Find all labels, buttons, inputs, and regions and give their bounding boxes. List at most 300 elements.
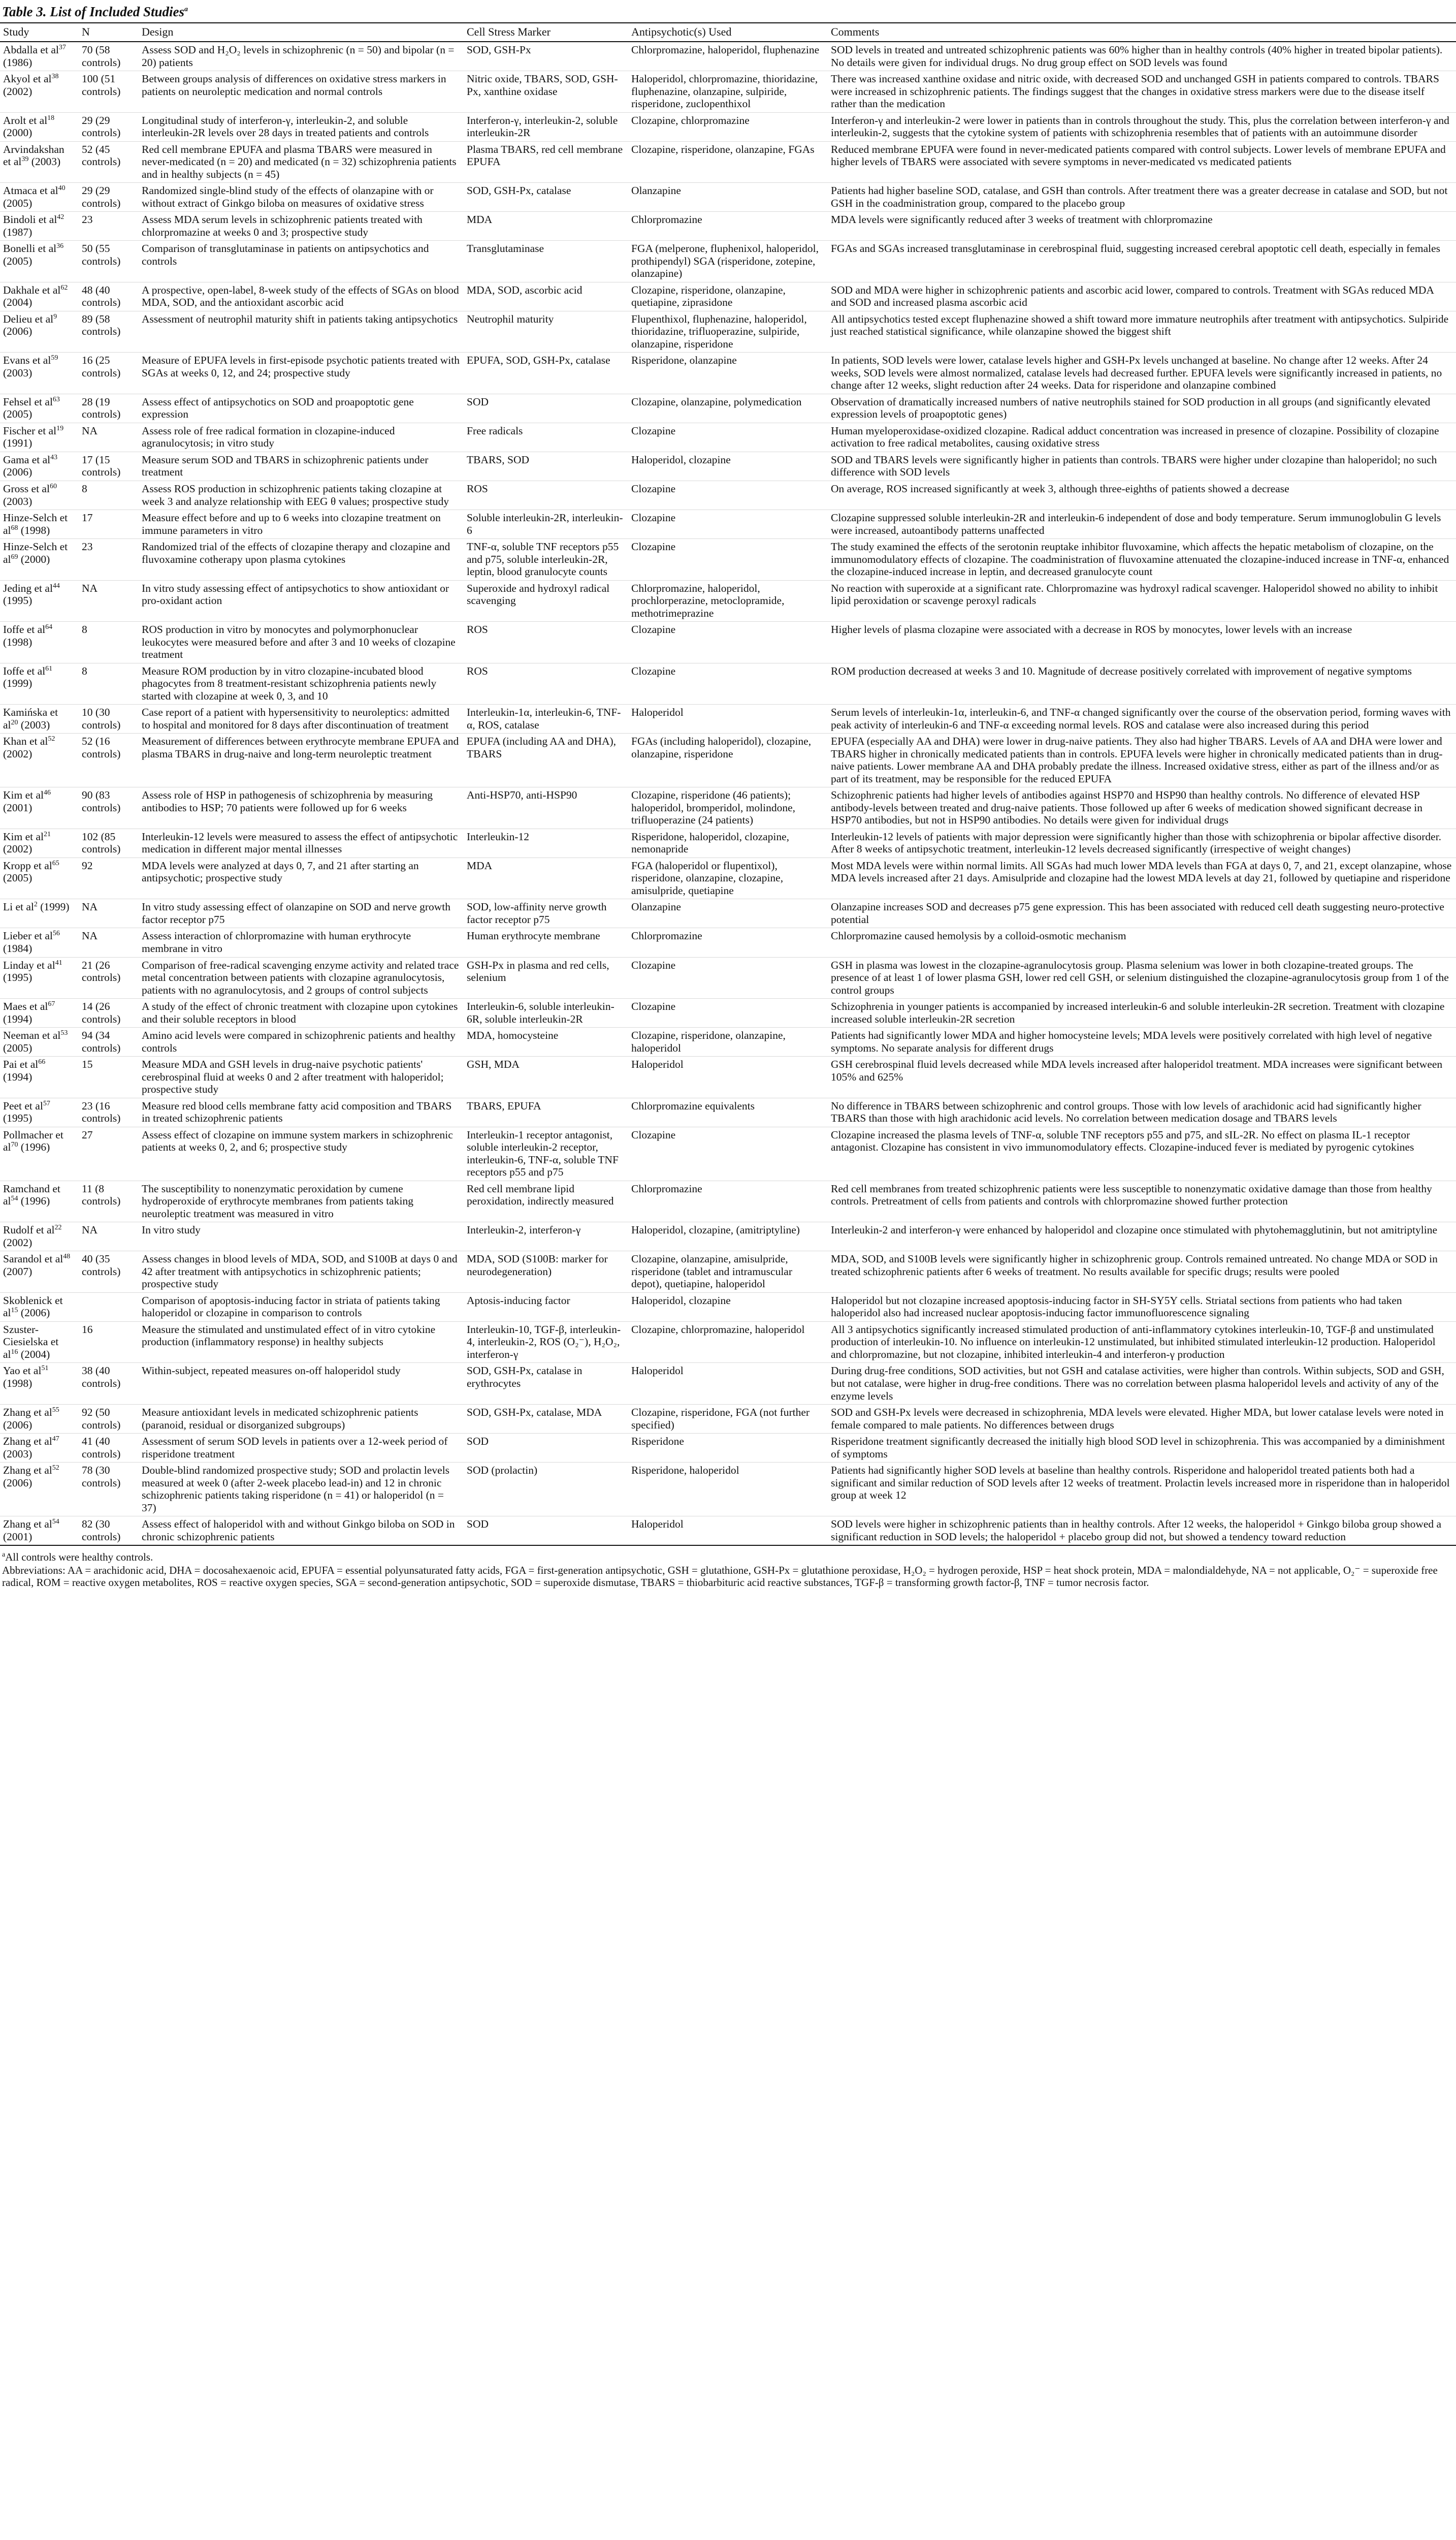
table-row: [0, 899, 1456, 928]
study-author: Li et al: [3, 901, 34, 913]
cell-study: [0, 1057, 79, 1098]
cell-cell-stress-marker: Transglutaminase: [464, 241, 628, 282]
cell-study: [0, 510, 79, 539]
cell-comments: Patients had significantly higher SOD levels at baseline than healthy controls. Risperidone and haloperidol treated patients both had a significant and similar reduction of SOD levels after 12 weeks of treatment. Prolactin levels increased more in risperidone than in haloperidol group at week 12: [828, 1463, 1456, 1516]
cell-study: [0, 311, 79, 353]
cell-study: [0, 353, 79, 394]
study-reference: 51: [41, 1364, 49, 1373]
cell-antipsychotics-used: Haloperidol: [628, 1363, 828, 1405]
cell-design: Interleukin-12 levels were measured to assess the effect of antipsychotic medication in different major mental illnesses: [139, 829, 464, 858]
table-row: [0, 705, 1456, 734]
table-row: [0, 423, 1456, 452]
cell-n: 27: [79, 1127, 139, 1181]
cell-study: [0, 1405, 79, 1434]
cell-design: Assess ROS production in schizophrenic patients taking clozapine at week 3 and analyze relationship with EEG θ values; prospective study: [139, 481, 464, 510]
cell-design: Measurement of differences between erythrocyte membrane EPUFA and plasma TBARS in drug-naive and long-term neuroleptic treatment: [139, 734, 464, 787]
cell-n: NA: [79, 928, 139, 957]
cell-design: Case report of a patient with hypersensitivity to neuroleptics: admitted to hospital and monitored for 8 days after discontinuation of treatment: [139, 705, 464, 734]
study-reference: 44: [52, 582, 60, 590]
study-author: Skoblenick et al: [3, 1294, 63, 1319]
cell-cell-stress-marker: TBARS, SOD: [464, 452, 628, 481]
footnote-a: [2, 1551, 1449, 1563]
cell-cell-stress-marker: SOD (prolactin): [464, 1463, 628, 1516]
cell-study: [0, 1434, 79, 1463]
study-year: (2006): [20, 1307, 50, 1319]
cell-comments: SOD and MDA were higher in schizophrenic patients and ascorbic acid lower, compared to controls. Treatment with SGAs reduced MDA and SOD and increased plasma ascorbic acid: [828, 282, 1456, 311]
study-year: (1996): [20, 1195, 50, 1208]
cell-study: [0, 580, 79, 622]
table-footnotes: [2, 1551, 1449, 1590]
study-author: Bindoli et al: [3, 213, 57, 226]
cell-design: A prospective, open-label, 8-week study of the effects of SGAs on blood MDA, SOD, and the antioxidant ascorbic acid: [139, 282, 464, 311]
cell-antipsychotics-used: Clozapine, risperidone, olanzapine, FGAs: [628, 141, 828, 183]
study-year: (1995): [3, 971, 33, 984]
cell-study: [0, 1127, 79, 1181]
study-author: Khan et al: [3, 735, 48, 748]
cell-cell-stress-marker: Interleukin-10, TGF-β, interleukin-4, interleukin-2, ROS (O₂⁻), H₂O₂, interferon-γ: [464, 1321, 628, 1363]
cell-n: [79, 1292, 139, 1321]
study-author: Kropp et al: [3, 859, 52, 872]
study-author: Yao et al: [3, 1364, 42, 1377]
footnote-a-mark: a: [2, 1551, 6, 1559]
cell-comments: Risperidone treatment significantly decreased the initially high blood SOD level in schizophrenia. This was accompanied by a diminishment of symptoms: [828, 1434, 1456, 1463]
cell-study: [0, 241, 79, 282]
cell-comments: GSH cerebrospinal fluid levels decreased while MDA levels increased after haloperidol treatment. MDA increases were significant between 105% and 625%: [828, 1057, 1456, 1098]
cell-study: [0, 734, 79, 787]
study-year: (1998): [3, 636, 33, 648]
cell-cell-stress-marker: SOD, low-affinity nerve growth factor receptor p75: [464, 899, 628, 928]
cell-cell-stress-marker: Plasma TBARS, red cell membrane EPUFA: [464, 141, 628, 183]
cell-antipsychotics-used: Risperidone, olanzapine: [628, 353, 828, 394]
cell-study: [0, 1321, 79, 1363]
study-reference: 54: [52, 1517, 59, 1526]
study-reference: 64: [45, 623, 53, 631]
cell-cell-stress-marker: MDA, SOD (S100B: marker for neurodegeneration): [464, 1251, 628, 1293]
cell-study: [0, 212, 79, 241]
study-author: Kim et al: [3, 830, 44, 843]
cell-design: Measure effect before and up to 6 weeks into clozapine treatment on immune parameters in vitro: [139, 510, 464, 539]
table-row: [0, 1127, 1456, 1181]
cell-design: Measure of EPUFA levels in first-episode psychotic patients treated with SGAs at weeks 0, 12, and 24; prospective study: [139, 353, 464, 394]
cell-comments: Olanzapine increases SOD and decreases p75 gene expression. This has been associated with reduced cell death suggesting neuro-protective potential: [828, 899, 1456, 928]
cell-cell-stress-marker: Soluble interleukin-2R, interleukin-6: [464, 510, 628, 539]
study-year: (2007): [3, 1265, 33, 1278]
study-reference: 52: [52, 1464, 59, 1472]
cell-antipsychotics-used: Olanzapine: [628, 899, 828, 928]
cell-antipsychotics-used: Haloperidol, clozapine: [628, 1292, 828, 1321]
cell-antipsychotics-used: Clozapine: [628, 539, 828, 581]
study-reference: 21: [44, 830, 51, 838]
footnote-abbreviations: Abbreviations: AA = arachidonic acid, DHA = docosahexaenoic acid, EPUFA = essential polyunsaturated fatty acids, FGA = first-generation antipsychotic, GSH = glutathione, GSH-Px = glutathione peroxidase, H₂O₂ = hydrogen peroxide, HSP = heat shock protein, MDA = malondialdehyde, NA = not applicable, O₂⁻ = superoxide free radical, ROM = reactive oxygen metabolites, ROS = reactive oxygen species, SGA = second-generation antipsychotic, SOD = superoxide dismutase, TBARS = thiobarbituric acid reactive substances, TGF-β = transforming growth factor-β, TNF = tumor necrosis factor.: [2, 1564, 1438, 1589]
cell-n: 90 (83 controls): [79, 787, 139, 829]
cell-antipsychotics-used: Risperidone, haloperidol, clozapine, nemonapride: [628, 829, 828, 858]
study-year: (2006): [3, 1476, 33, 1489]
cell-comments: Human myeloperoxidase-oxidized clozapine. Radical adduct concentration was increased in presence of clozapine. Possibility of clozapine activation to free radical metabolites, causing oxidative stress: [828, 423, 1456, 452]
cell-comments: FGAs and SGAs increased transglutaminase in cerebrospinal fluid, suggesting increased cerebral apoptotic cell death, especially in females: [828, 241, 1456, 282]
study-reference: 57: [43, 1099, 50, 1107]
cell-comments: In patients, SOD levels were lower, catalase levels higher and GSH-Px levels unchanged at baseline. No change after 12 weeks. After 24 weeks, SOD levels were almost normalized, catalase levels had decreased further. EPUFA levels were significantly increased in patients, no change after 12 weeks, slight reduction after 24 weeks. Data for risperidone and olanzapine combined: [828, 353, 1456, 394]
table-row: [0, 1292, 1456, 1321]
cell-cell-stress-marker: ROS: [464, 663, 628, 705]
table-row: [0, 1251, 1456, 1293]
study-year: (1998): [20, 524, 50, 536]
cell-cell-stress-marker: Interleukin-1 receptor antagonist, soluble interleukin-2 receptor, interleukin-6, TNF-α, soluble TNF receptors p55 and p75: [464, 1127, 628, 1181]
study-reference: 70: [11, 1141, 18, 1149]
cell-cell-stress-marker: EPUFA (including AA and DHA), TBARS: [464, 734, 628, 787]
cell-comments: GSH in plasma was lowest in the clozapine-agranulocytosis group. Plasma selenium was lower in both clozapine-treated groups. The presence of at least 1 of lower plasma GSH, lower red cell GSH, or selenium distinguished the clozapine-agranulocytosis group from 1 of the control groups: [828, 957, 1456, 999]
study-reference: 47: [52, 1435, 59, 1443]
table-row: [0, 1321, 1456, 1363]
table-row: [0, 183, 1456, 212]
cell-cell-stress-marker: TBARS, EPUFA: [464, 1098, 628, 1127]
cell-comments: ROM production decreased at weeks 3 and 10. Magnitude of decrease positively correlated with improvement of negative symptoms: [828, 663, 1456, 705]
cell-n: 100 (51 controls): [79, 71, 139, 113]
study-reference: 20: [11, 718, 18, 726]
cell-cell-stress-marker: EPUFA, SOD, GSH-Px, catalase: [464, 353, 628, 394]
study-reference: 42: [57, 213, 64, 221]
cell-n: 11 (8 controls): [79, 1181, 139, 1222]
table-row: [0, 580, 1456, 622]
study-author: Kim et al: [3, 789, 44, 802]
table-row: [0, 858, 1456, 899]
cell-study: [0, 705, 79, 734]
study-reference: 2: [34, 901, 38, 909]
cell-antipsychotics-used: Clozapine, olanzapine, amisulpride, risperidone (tablet and intramuscular depot), quetiapine, haloperidol: [628, 1251, 828, 1293]
cell-design: Measure red blood cells membrane fatty acid composition and TBARS in treated schizophrenic patients: [139, 1098, 464, 1127]
cell-design: In vitro study: [139, 1222, 464, 1251]
cell-antipsychotics-used: Clozapine: [628, 1127, 828, 1181]
cell-cell-stress-marker: Neutrophil maturity: [464, 311, 628, 353]
footnote-a-text: All controls were healthy controls.: [5, 1551, 153, 1563]
study-author: Hinze-Selch et al: [3, 512, 68, 536]
cell-study: [0, 622, 79, 663]
cell-study: [0, 1516, 79, 1546]
cell-comments: The study examined the effects of the serotonin reuptake inhibitor fluvoxamine, which affects the hepatic metabolism of clozapine, on the immunomodulatory effects of clozapine. The coadministration of fluvoxamine attenuated the clozapine-induced increase in TNF-α, enhanced the clozapine-induced increase in leptin, and decreased granulocyte count: [828, 539, 1456, 581]
cell-n: 40 (35 controls): [79, 1251, 139, 1293]
study-reference: 54: [11, 1195, 18, 1203]
study-reference: 62: [60, 283, 68, 292]
cell-design: Assessment of serum SOD levels in patients over a 12-week period of risperidone treatment: [139, 1434, 464, 1463]
cell-comments: Interleukin-2 and interferon-γ were enhanced by haloperidol and clozapine once stimulated with phytohemagglutinin, but not amitriptyline: [828, 1222, 1456, 1251]
study-author: Kamińska et al: [3, 706, 58, 731]
cell-comments: Chlorpromazine caused hemolysis by a colloid-osmotic mechanism: [828, 928, 1456, 957]
cell-cell-stress-marker: GSH-Px in plasma and red cells, selenium: [464, 957, 628, 999]
study-reference: 41: [55, 959, 62, 967]
cell-cell-stress-marker: Nitric oxide, TBARS, SOD, GSH-Px, xanthine oxidase: [464, 71, 628, 113]
study-reference: 56: [52, 930, 60, 938]
table-row: [0, 353, 1456, 394]
table-title-footnote-mark: a: [184, 6, 188, 13]
cell-antipsychotics-used: FGAs (including haloperidol), clozapine, olanzapine, risperidone: [628, 734, 828, 787]
table-row: [0, 42, 1456, 71]
cell-n: 28 (19 controls): [79, 394, 139, 423]
study-year: (2003): [3, 1447, 33, 1460]
cell-antipsychotics-used: Clozapine, chlorpromazine, haloperidol: [628, 1321, 828, 1363]
table-row: [0, 539, 1456, 581]
cell-cell-stress-marker: Interleukin-12: [464, 829, 628, 858]
cell-antipsychotics-used: Clozapine: [628, 622, 828, 663]
table-row: [0, 311, 1456, 353]
cell-n: 41 (40 controls): [79, 1434, 139, 1463]
study-author: Gross et al: [3, 482, 50, 495]
study-author: Akyol et al: [3, 73, 52, 85]
cell-comments: MDA, SOD, and S100B levels were significantly higher in schizophrenic group. Controls remained untreated. No change MDA or SOD in treated schizophrenic patients after 6 weeks of treatment. No results available for specific drugs; results were pooled: [828, 1251, 1456, 1293]
cell-cell-stress-marker: Free radicals: [464, 423, 628, 452]
cell-n: 16: [79, 1321, 139, 1363]
study-year: (1996): [20, 1141, 50, 1154]
study-reference: 18: [47, 114, 55, 122]
cell-comments: SOD levels in treated and untreated schizophrenic patients was 60% higher than in healthy controls (40% higher in treated bipolar patients). No details were given for individual drugs. No drug group effect on SOD levels was found: [828, 42, 1456, 71]
cell-comments: All antipsychotics tested except fluphenazine showed a shift toward more immature neutrophils after treatment with antipsychotics. Sulpiride just reached statistical significance, while olanzapine showed the biggest shift: [828, 311, 1456, 353]
table-row: [0, 928, 1456, 957]
study-year: (1991): [3, 437, 33, 450]
cell-antipsychotics-used: Chlorpromazine equivalents: [628, 1098, 828, 1127]
cell-study: [0, 829, 79, 858]
cell-study: [0, 452, 79, 481]
cell-cell-stress-marker: GSH, MDA: [464, 1057, 628, 1098]
cell-comments: Patients had higher baseline SOD, catalase, and GSH than controls. After treatment there was a greater decrease in catalase and SOD, but not GSH in the coadministration group, compared to the placebo group: [828, 183, 1456, 212]
cell-cell-stress-marker: SOD, GSH-Px, catalase, MDA: [464, 1405, 628, 1434]
table-row: [0, 1057, 1456, 1098]
cell-design: Red cell membrane EPUFA and plasma TBARS were measured in never-medicated (n = 20) and medicated (n = 32) schizophrenia patients and in healthy subjects (n = 45): [139, 141, 464, 183]
cell-n: 48 (40 controls): [79, 282, 139, 311]
studies-table: [0, 22, 1456, 1546]
cell-antipsychotics-used: Chlorpromazine: [628, 212, 828, 241]
col-header-comments: Comments: [831, 25, 880, 38]
cell-comments: No reaction with superoxide at a significant rate. Chlorpromazine was hydroxyl radical scavenger. Haloperidol showed no ability to inhibit lipid peroxidation or scavenge peroxyl radicals: [828, 580, 1456, 622]
study-year: (2006): [3, 466, 33, 479]
study-author: Linday et al: [3, 959, 55, 971]
cell-n: 8: [79, 663, 139, 705]
study-year: (2004): [3, 296, 33, 309]
cell-cell-stress-marker: SOD, GSH-Px, catalase in erythrocytes: [464, 1363, 628, 1405]
study-reference: 15: [11, 1307, 18, 1315]
cell-cell-stress-marker: SOD, GSH-Px, catalase: [464, 183, 628, 212]
cell-n: NA: [79, 899, 139, 928]
cell-n: 21 (26 controls): [79, 957, 139, 999]
study-year: (2002): [3, 1236, 33, 1249]
cell-n: 52 (16 controls): [79, 734, 139, 787]
study-reference: 38: [51, 72, 59, 80]
study-reference: 63: [52, 395, 60, 403]
study-author: Arvindakshan et al: [3, 143, 64, 168]
cell-design: Measure serum SOD and TBARS in schizophrenic patients under treatment: [139, 452, 464, 481]
table-row: [0, 734, 1456, 787]
study-reference: 48: [63, 1253, 71, 1261]
study-author: Hinze-Selch et al: [3, 541, 68, 565]
study-reference: 65: [52, 859, 59, 867]
cell-comments: Observation of dramatically increased numbers of native neutrophils stained for SOD production in all groups (and significantly elevated expression levels of proapoptotic genes): [828, 394, 1456, 423]
study-author: Atmaca et al: [3, 184, 58, 197]
table-row: [0, 241, 1456, 282]
cell-n: 92: [79, 858, 139, 899]
study-reference: 52: [48, 735, 55, 743]
cell-design: Measure MDA and GSH levels in drug-naive psychotic patients' cerebrospinal fluid at weeks 0 and 2 after treatment with haloperidol; prospective study: [139, 1057, 464, 1098]
cell-antipsychotics-used: Clozapine, risperidone (46 patients); haloperidol, bromperidol, molindone, trifluoperazine (24 patients): [628, 787, 828, 829]
table-title: [2, 4, 188, 20]
study-year: (1995): [3, 594, 33, 607]
cell-study: [0, 423, 79, 452]
cell-design: Measure ROM production by in vitro clozapine-incubated blood phagocytes from 8 treatment-resistant schizophrenia patients newly started with clozapine at week 0, 3, and 10: [139, 663, 464, 705]
study-reference: 68: [11, 524, 18, 532]
cell-n: 89 (58 controls): [79, 311, 139, 353]
cell-antipsychotics-used: Olanzapine: [628, 183, 828, 212]
study-year: (1998): [3, 1377, 33, 1389]
study-year: (2005): [3, 255, 33, 267]
study-author: Abdalla et al: [3, 44, 59, 56]
study-year: (2005): [3, 197, 33, 209]
cell-cell-stress-marker: Superoxide and hydroxyl radical scavenging: [464, 580, 628, 622]
table-row: [0, 1405, 1456, 1434]
study-year: (2005): [3, 1041, 33, 1054]
table-row: [0, 663, 1456, 705]
cell-antipsychotics-used: Clozapine: [628, 423, 828, 452]
study-author: Ramchand et al: [3, 1182, 60, 1208]
cell-antipsychotics-used: Clozapine: [628, 663, 828, 705]
cell-cell-stress-marker: Interleukin-1α, interleukin-6, TNF-α, ROS, catalase: [464, 705, 628, 734]
cell-design: Assess MDA serum levels in schizophrenic patients treated with chlorpromazine at weeks 0 and 3; prospective study: [139, 212, 464, 241]
cell-antipsychotics-used: Chlorpromazine, haloperidol, fluphenazine: [628, 42, 828, 71]
cell-n: 8: [79, 481, 139, 510]
study-reference: 40: [58, 184, 66, 192]
study-year: (2006): [3, 1418, 33, 1431]
cell-antipsychotics-used: Haloperidol, clozapine: [628, 452, 828, 481]
cell-n: 29 (29 controls): [79, 183, 139, 212]
table-row: [0, 1434, 1456, 1463]
table-row: [0, 141, 1456, 183]
table-row: [0, 452, 1456, 481]
cell-design: Assess effect of haloperidol with and without Ginkgo biloba on SOD in chronic schizophrenic patients: [139, 1516, 464, 1546]
table-body: [0, 42, 1456, 1545]
study-reference: 60: [49, 482, 57, 490]
study-year: (1994): [3, 1070, 33, 1083]
cell-study: [0, 1181, 79, 1222]
study-author: Arolt et al: [3, 114, 48, 126]
cell-design: Randomized trial of the effects of clozapine therapy and clozapine and fluvoxamine cotherapy upon plasma cytokines: [139, 539, 464, 581]
cell-antipsychotics-used: FGA (melperone, fluphenixol, haloperidol, prothipendyl) SGA (risperidone, zotepine, olanzapine): [628, 241, 828, 282]
cell-n: 17 (15 controls): [79, 452, 139, 481]
table-row: [0, 1028, 1456, 1057]
table-row: [0, 622, 1456, 663]
cell-n: 8: [79, 622, 139, 663]
study-reference: 19: [56, 424, 64, 432]
cell-antipsychotics-used: Clozapine: [628, 957, 828, 999]
cell-antipsychotics-used: Risperidone: [628, 1434, 828, 1463]
study-author: Ioffe et al: [3, 623, 46, 636]
cell-cell-stress-marker: TNF-α, soluble TNF receptors p55 and p75, soluble interleukin-2R, leptin, blood granulocyte counts: [464, 539, 628, 581]
study-author: Zhang et al: [3, 1518, 52, 1531]
cell-cell-stress-marker: SOD: [464, 1434, 628, 1463]
cell-cell-stress-marker: Aptosis-inducing factor: [464, 1292, 628, 1321]
study-author: Pollmacher et al: [3, 1128, 63, 1154]
cell-cell-stress-marker: Human erythrocyte membrane: [464, 928, 628, 957]
cell-cell-stress-marker: MDA, homocysteine: [464, 1028, 628, 1057]
cell-design: The susceptibility to nonenzymatic peroxidation by cumene hydroperoxide of erythrocyte membranes from patients taking neuroleptic treatment was measured in vitro: [139, 1181, 464, 1222]
cell-cell-stress-marker: MDA, SOD, ascorbic acid: [464, 282, 628, 311]
cell-cell-stress-marker: Interferon-γ, interleukin-2, soluble interleukin-2R: [464, 112, 628, 141]
study-reference: 37: [58, 43, 66, 51]
cell-comments: Clozapine increased the plasma levels of TNF-α, soluble TNF receptors p55 and p75, and sIL-2R. No effect on plasma IL-1 receptor antagonist. Clozapine has consistent in vivo immunomodulatory effects. Clozapine-induced fever is mediated by pyrogenic cytokines: [828, 1127, 1456, 1181]
cell-antipsychotics-used: Clozapine, chlorpromazine: [628, 112, 828, 141]
cell-n: 10 (30 controls): [79, 705, 139, 734]
study-year: (1995): [3, 1112, 33, 1125]
table-row: [0, 999, 1456, 1028]
cell-n: 82 (30 controls): [79, 1516, 139, 1546]
cell-comments: Haloperidol but not clozapine increased apoptosis-inducing factor in SH-SY5Y cells. Striatal sections from patients who had taken haloperidol also had increased nuclear apoptosis-inducing factor immunofluorescence signaling: [828, 1292, 1456, 1321]
cell-design: Measure antioxidant levels in medicated schizophrenic patients (paranoid, residual or disorganized subgroups): [139, 1405, 464, 1434]
cell-antipsychotics-used: Chlorpromazine, haloperidol, prochlorperazine, metoclopramide, methotrimeprazine: [628, 580, 828, 622]
study-year: (2002): [3, 85, 33, 98]
cell-comments: Interleukin-12 levels of patients with major depression were significantly higher than those with schizophrenia or bipolar affective disorder. After 8 weeks of antipsychotic treatment, interleukin-12 levels decreased significantly (irrespective of weight changes): [828, 829, 1456, 858]
table-row: [0, 1516, 1456, 1546]
study-reference: 67: [48, 1000, 55, 1008]
cell-design: MDA levels were analyzed at days 0, 7, and 21 after starting an antipsychotic; prospective study: [139, 858, 464, 899]
cell-study: [0, 539, 79, 581]
cell-n: 94 (34 controls): [79, 1028, 139, 1057]
cell-comments: EPUFA (especially AA and DHA) were lower in drug-naive patients. They also had higher TBARS. Levels of AA and DHA were lower and TBARS higher in chronically medicated patients than in controls. EPUFA levels were higher in chronically medicated patients than in drug-naive patients. Lower membrane AA and DHA probably predate the illness. Increased oxidative stress, either as part of the illness and/or as part of its treatment, may be responsible for the reduced EPUFA: [828, 734, 1456, 787]
col-header-antipsychotics-used: Antipsychotic(s) Used: [631, 25, 732, 38]
study-reference: 66: [38, 1058, 46, 1066]
study-year: (2005): [3, 408, 33, 421]
study-author: Peet et al: [3, 1099, 43, 1112]
table-row: [0, 787, 1456, 829]
cell-design: Assess effect of clozapine on immune system markers in schizophrenic patients at weeks 0, 2, and 6; prospective study: [139, 1127, 464, 1181]
cell-comments: Patients had significantly lower MDA and higher homocysteine levels; MDA levels were positively correlated with high level of negative symptoms. No separate analysis for different drugs: [828, 1028, 1456, 1057]
cell-comments: Reduced membrane EPUFA were found in never-medicated patients compared with control subjects. Lower levels of membrane EPUFA and higher levels of TBARS were associated with severe symptoms in never-medicated vs medicated patients: [828, 141, 1456, 183]
cell-design: Assess interaction of chlorpromazine with human erythrocyte membrane in vitro: [139, 928, 464, 957]
study-reference: 22: [54, 1224, 62, 1232]
cell-design: Assessment of neutrophil maturity shift in patients taking antipsychotics: [139, 311, 464, 353]
cell-comments: Schizophrenic patients had higher levels of antibodies against HSP70 and HSP90 than healthy controls. No difference of elevated HSP antibody-levels between treated and drug-naive patients. Those followed up after 6 weeks of medication showed significant decrease in HSP70 antibodies, but not in HSP90 antibodies. No details were given for individual drugs: [828, 787, 1456, 829]
study-reference: 9: [53, 312, 57, 321]
table-row: [0, 1363, 1456, 1405]
cell-antipsychotics-used: FGA (haloperidol or flupentixol), risperidone, olanzapine, clozapine, amisulpride, quetiapine: [628, 858, 828, 899]
cell-study: [0, 42, 79, 71]
cell-design: Between groups analysis of differences on oxidative stress markers in patients on neuroleptic medication and normal controls: [139, 71, 464, 113]
study-author: Fehsel et al: [3, 395, 53, 408]
study-year: (2002): [3, 843, 33, 855]
cell-design: In vitro study assessing effect of olanzapine on SOD and nerve growth factor receptor p75: [139, 899, 464, 928]
table-row: [0, 212, 1456, 241]
cell-antipsychotics-used: Flupenthixol, fluphenazine, haloperidol, thioridazine, trifluoperazine, sulpiride, olanzapine, risperidone: [628, 311, 828, 353]
study-reference: 61: [45, 664, 53, 673]
study-reference: 46: [44, 789, 51, 797]
cell-antipsychotics-used: Clozapine, risperidone, FGA (not further specified): [628, 1405, 828, 1434]
study-year: (2006): [3, 325, 33, 338]
study-author: Zhang et al: [3, 1406, 52, 1419]
cell-comments: SOD and GSH-Px levels were decreased in schizophrenia, MDA levels were elevated. Higher MDA, but lower catalase levels were noted in female compared to male patients. No differences between drugs: [828, 1405, 1456, 1434]
table-title-text: Table 3. List of Included Studies: [2, 4, 185, 19]
cell-cell-stress-marker: Anti-HSP70, anti-HSP90: [464, 787, 628, 829]
study-author: Lieber et al: [3, 930, 53, 942]
cell-design: In vitro study assessing effect of antipsychotics to show antioxidant or pro-oxidant action: [139, 580, 464, 622]
study-year: (1987): [3, 226, 33, 238]
cell-design: Double-blind randomized prospective study; SOD and prolactin levels measured at week 0 (after 2-week placebo lead-in) and 12 in chronic schizophrenic patients taking risperidone (n = 41) or haloperidol (n = 37): [139, 1463, 464, 1516]
cell-antipsychotics-used: Clozapine: [628, 510, 828, 539]
study-year: (2002): [3, 747, 33, 760]
cell-design: Measure the stimulated and unstimulated effect of in vitro cytokine production (inflammatory response) in healthy subjects: [139, 1321, 464, 1363]
study-reference: 69: [11, 553, 18, 561]
cell-design: Assess role of free radical formation in clozapine-induced agranulocytosis; in vitro study: [139, 423, 464, 452]
study-author: Delieu et al: [3, 312, 54, 325]
cell-study: [0, 957, 79, 999]
table-row: [0, 112, 1456, 141]
cell-cell-stress-marker: Interleukin-2, interferon-γ: [464, 1222, 628, 1251]
cell-n: NA: [79, 580, 139, 622]
cell-comments: SOD levels were higher in schizophrenic patients than in healthy controls. After 12 weeks, the haloperidol + Ginkgo biloba group showed a significant reduction in SOD levels; the haloperidol + placebo group did not, but showed a tendency toward reduction: [828, 1516, 1456, 1546]
cell-design: Assess changes in blood levels of MDA, SOD, and S100B at days 0 and 42 after treatment with antipsychotics in schizophrenic patients; prospective study: [139, 1251, 464, 1293]
cell-comments: All 3 antipsychotics significantly increased stimulated production of anti-inflammatory cytokines interleukin-10, TGF-β and unstimulated production of interleukin-10. No influence on interleukin-12 unstimulated, but inhibited stimulated interleukin-12 production. Haloperidol and chlorpromazine, but not clozapine, inhibited interleukin-4 and interferon-γ production: [828, 1321, 1456, 1363]
